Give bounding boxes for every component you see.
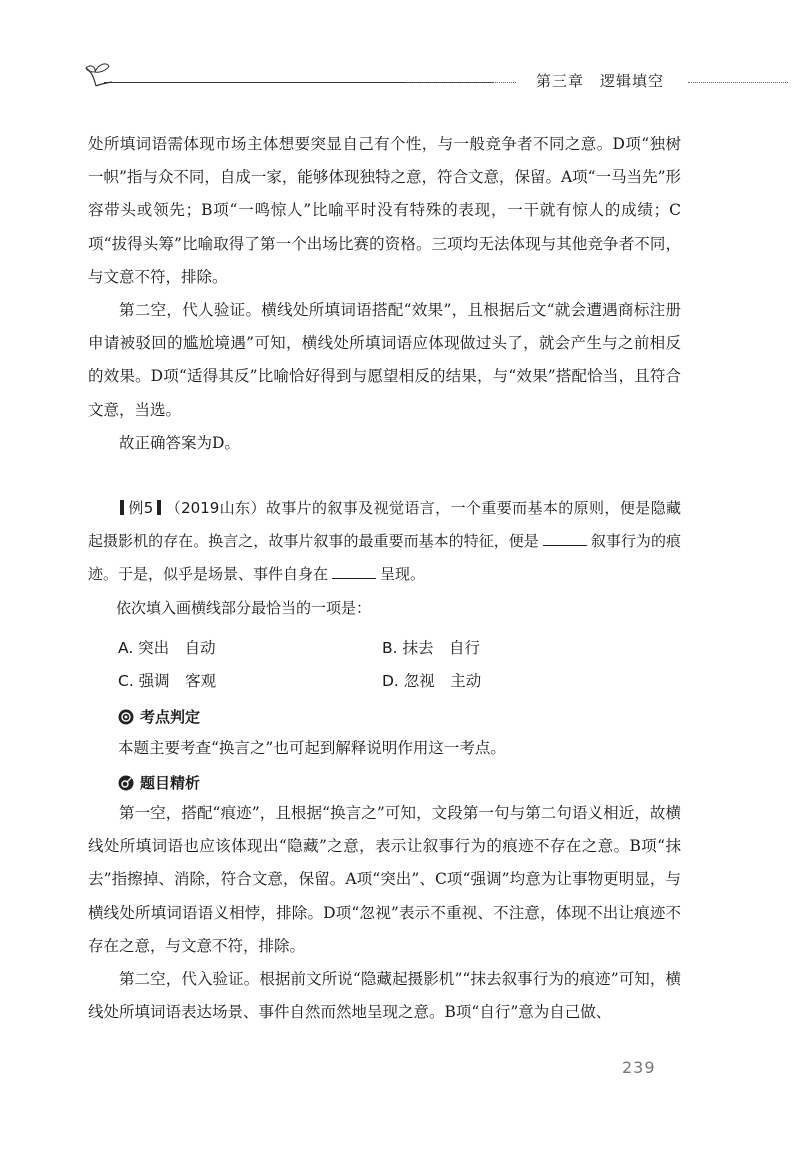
kaodian-text: 本题主要考查“换言之”也可起到解释说明作用这一考点。 <box>118 739 506 757</box>
blank-1 <box>543 531 587 546</box>
example-label-bar-right <box>157 500 161 515</box>
kaodian-heading-text: 考点判定 <box>140 708 201 726</box>
paragraph-second-blank: 第二空，代人验证。横线处所填词语搭配“效果”，且根据后文“就会遭遇商标注册申请被驳回的尴尬境遇”可知，横线处所填词语应体现做过头了，就会产生与之前相反的效果。D项“适得其反”比喻恰好得到与愿望相反的结果，与“效果”搭配恰当，且符合文意，当选。 <box>88 301 681 419</box>
option-a: A. 突出 自动 <box>118 639 216 657</box>
example-label: 例5 <box>128 499 154 517</box>
paragraph-answer: 故正确答案为D。 <box>119 433 240 452</box>
option-d: D. 忽视 主动 <box>382 672 482 690</box>
running-header <box>78 60 706 90</box>
example-label-bar-left <box>120 500 124 515</box>
gear-icon <box>118 709 134 725</box>
chapter-title: 第三章 逻辑填空 <box>536 72 665 90</box>
example-after-blank-1: 叙事行为的痕迹。于是，似乎是场景、事件自身在 <box>88 532 681 584</box>
jiexi-paragraph-2: 第二空，代入验证。根据前文所说“隐藏起摄影机”“抹去叙事行为的痕迹”可知，横线处所填词语表达场景、事件自然而然地呈现之意。B项“自行”意为自己做、 <box>88 970 681 1022</box>
sprout-icon <box>82 60 114 88</box>
page-number: 239 <box>622 1058 656 1077</box>
example-intro: （2019山东）故事片的叙事及视觉语言，一个重要而基本的原则，便是隐藏起摄影机的存在。换言之，故事片叙事的最重要而基本的特征，便是 <box>88 499 681 551</box>
question-prompt: 依次填入画横线部分最恰当的一项是： <box>116 598 372 617</box>
kaodian-heading <box>118 706 200 727</box>
example-after-blank-2: 呈现。 <box>380 565 426 584</box>
jiexi-heading <box>118 772 200 793</box>
blank-2 <box>332 564 376 579</box>
option-b: B. 抹去 自行 <box>382 639 480 657</box>
header-dotted-rule-right <box>688 82 788 83</box>
jiexi-body <box>88 797 681 1029</box>
answer-options <box>118 632 678 698</box>
example-question <box>88 492 681 625</box>
paragraph-first-blank: 处所填词语需体现市场主体想要突显自己有个性，与一般竞争者不同之意。D项“独树一帜”指与众不同，自成一家，能够体现独特之意，符合文意，保留。A项“一马当先”形容带头或领先；B项“一鸣惊人”比喻平时没有特殊的表现，一干就有惊人的成绩；C项“拔得头筹”比喻取得了第一个出场比赛的资格。三项均无法体现与其他竞争者不同，与文意不符，排除。 <box>88 135 681 286</box>
jiexi-heading-text: 题目精析 <box>140 774 201 792</box>
explanation-continued <box>88 128 681 460</box>
target-icon <box>118 775 134 791</box>
header-dotted-rule-left <box>406 82 516 83</box>
kaodian-body <box>88 732 681 765</box>
jiexi-paragraph-1: 第一空，搭配“痕迹”，且根据“换言之”可知，文段第一句与第二句语义相近，故横线处所填词语也应该体现出“隐藏”之意，表示让叙事行为的痕迹不存在之意。B项“抹去”指擦掉、消除，符合文意，保留。A项“突出”、C项“强调”均意为让事物更明显，与横线处所填词语语义相悖，排除。D项“忽视”表示不重视、不注意，体现不出让痕迹不存在之意，与文意不符，排除。 <box>88 804 681 955</box>
option-c: C. 强调 客观 <box>118 672 217 690</box>
